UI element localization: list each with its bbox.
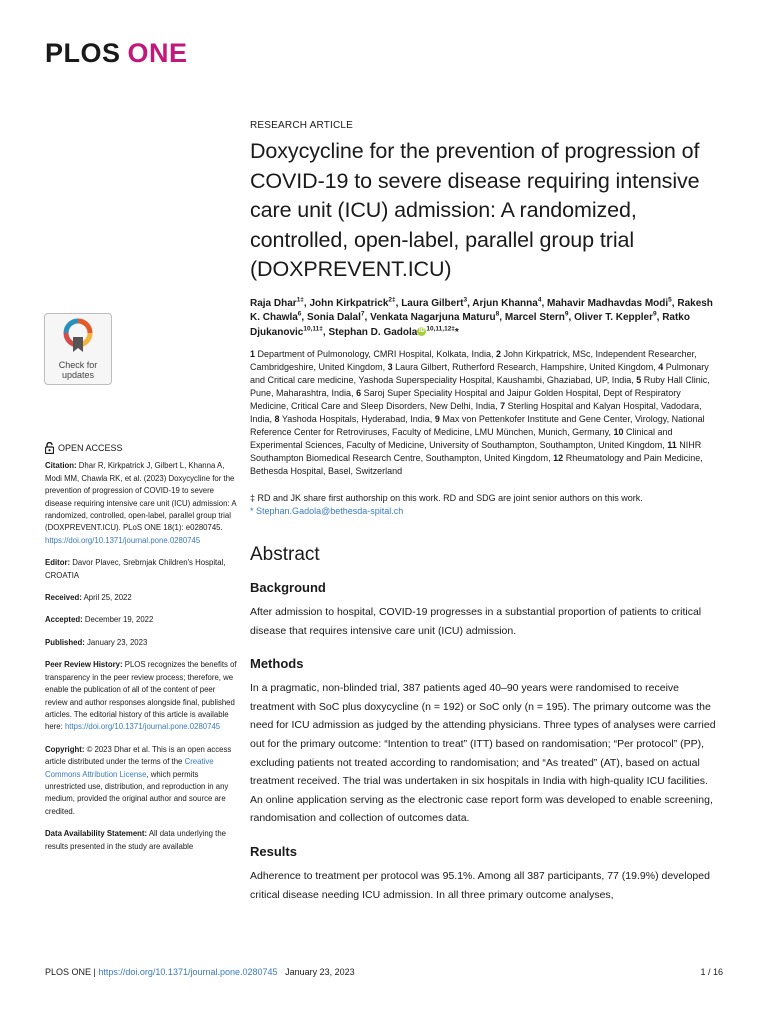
check-updates-label: [45, 360, 111, 380]
methods-text: In a pragmatic, non-blinded trial, 387 patients aged 40–90 years were randomised to receive treatment with SoC plus doxycycline (n = 192) or SoC only (n = 195). The primary outcome was the need for ICU admission as judged by the attending physicians. Three types of analyses were carried out for the primary outcome: “Intention to treat” (ITT) based on randomisation; “Per protocol” (PP), excluding patients not treated according to randomisation; and “As treated” (AT), based on actual treatment received. The trial was undertaken in six hospitals in India with high-quality ICU facilities. An online application serving as the electronic case report form was developed to enable screening, randomisation and collection of outcomes data.: [250, 682, 716, 825]
affiliation-text: Yashoda Hospitals, Hyderabad, India,: [279, 414, 435, 424]
results-text: Adherence to treatment per protocol was 95.1%. Among all 387 participants, 77 (19.9%) developed critical disease needing ICU admission. In all three primary outcome analyses,: [250, 869, 710, 901]
author-affiliation-marker: 4: [537, 296, 542, 304]
accepted-label: Accepted:: [45, 615, 83, 625]
citation-label: Citation:: [45, 461, 77, 471]
copyright-text-1: © 2023 Dhar et al. This is an open access article distributed under the terms of the: [45, 744, 232, 767]
background-text: After admission to hospital, COVID-19 progresses in a substantial proportion of patients to critical disease that requires intensive care unit (ICU) admission.: [250, 606, 702, 637]
author-name: Raja Dhar: [250, 297, 297, 309]
journal-logo[interactable]: [45, 38, 188, 69]
author-affiliation-marker: 10,11,12‡: [426, 325, 455, 333]
editor-label: Editor:: [45, 558, 71, 568]
abstract-heading: Abstract: [250, 544, 320, 565]
check-updates-line2: updates: [61, 370, 95, 380]
affiliation-number: 2: [495, 349, 501, 359]
editor-block: [45, 557, 240, 582]
affiliation-number: 5: [636, 375, 642, 385]
affiliation-text: Ruby Hall Clinic, Pune, Maharashtra, India,: [250, 375, 710, 398]
shared-authorship-note: [250, 492, 720, 505]
data-availability-block: [45, 828, 240, 853]
license-link[interactable]: Creative Commons Attribution License: [45, 757, 214, 779]
author-affiliation-marker: 2‡: [388, 296, 396, 304]
journal-name-part2: ONE: [127, 38, 188, 68]
affiliation-text: John Kirkpatrick, MSc, Independent Researcher, Cambridgeshire, United Kingdom,: [250, 349, 697, 372]
page-number: 1 / 16: [700, 967, 723, 977]
affiliation-number: 7: [500, 401, 506, 411]
main-column: [250, 120, 720, 920]
affiliation-number: 1: [250, 349, 256, 359]
published-date: January 23, 2023: [87, 637, 148, 647]
published-label: Published:: [45, 637, 85, 647]
author-affiliation-marker: 9: [564, 310, 569, 318]
author-affiliation-marker: 9: [653, 310, 657, 318]
author-name: Sonia Dalal: [306, 312, 361, 323]
footer-separator: |: [93, 967, 96, 977]
share-symbol: ‡: [250, 493, 256, 503]
received-block: [45, 592, 240, 604]
author-name: Arjun Khanna: [472, 297, 538, 309]
article-type: RESEARCH ARTICLE: [250, 120, 354, 131]
affiliation-text: Rheumatology and Pain Medicine, Bethesda Hospital, Basel, Switzerland: [250, 453, 703, 476]
affiliation-text: Sterling Hospital and Kalyan Hospital, Vadodara, India,: [250, 401, 702, 424]
editor-text: Davor Plavec, Srebrnjak Children's Hospital, CROATIA: [45, 558, 226, 580]
author-affiliation-marker: 10,11‡: [303, 325, 323, 333]
check-updates-line1: Check for: [58, 360, 98, 370]
affiliation-text: Laura Gilbert, Rutherford Research, Hampshire, United Kingdom,: [392, 362, 659, 372]
author-name: John Kirkpatrick: [309, 297, 389, 309]
accepted-block: [45, 614, 240, 626]
affiliation-number: 10: [613, 427, 624, 437]
open-lock-icon: [45, 442, 54, 454]
corr-symbol: *: [250, 506, 254, 516]
copyright-block: [45, 744, 240, 818]
corresponding-email-link[interactable]: Stephan.Gadola@bethesda-spital.ch: [256, 506, 404, 516]
published-block: [45, 637, 240, 649]
copyright-label: Copyright:: [45, 744, 85, 754]
author-affiliation-marker: 6: [297, 310, 302, 318]
sidebar: [45, 442, 240, 863]
copyright-text-2: , which permits unrestricted use, distribution, and reproduction in any medium, provided the original author and source are credited.: [45, 769, 229, 816]
affiliation-list: [250, 348, 720, 478]
data-availability-label: Data Availability Statement:: [45, 829, 148, 839]
check-for-updates-badge[interactable]: [44, 313, 112, 385]
footer-date: January 23, 2023: [285, 967, 355, 977]
affiliation-number: 8: [274, 414, 280, 424]
peer-review-label: Peer Review History:: [45, 660, 123, 670]
author-name: Ratko Djukanovic: [250, 312, 690, 338]
affiliation-number: 6: [356, 388, 362, 398]
affiliation-text: Pulmonary and Critical care medicine, Yashoda Superspeciality Hospital, Kaushambi, Ghaziabad, UP, India,: [250, 362, 709, 385]
orcid-icon[interactable]: iD: [418, 328, 425, 335]
affiliation-number: 4: [658, 362, 664, 372]
page-footer: [45, 967, 355, 977]
author-affiliation-marker: 5: [668, 296, 672, 304]
author-name: Oliver T. Keppler: [574, 312, 653, 323]
affiliation-text: Department of Pulmonology, CMRI Hospital, Kolkata, India,: [255, 349, 496, 359]
check-updates-icon: [63, 318, 93, 354]
received-date: April 25, 2022: [83, 593, 132, 603]
author-name: Laura Gilbert: [401, 297, 464, 309]
author-name: Mahavir Madhavdas Modi: [547, 297, 669, 309]
affiliation-number: 12: [553, 453, 564, 463]
author-list: Raja Dhar$^{1\ddagger}$, John Kirkpatrick$^{2\ddagger}$, Laura Gilbert$^3$, Arjun Khanna$^4$, Mahavir Madhavdas Modi$^5$, Rakesh K. Chawla$^6$, Sonia Dalal$^7$, Venkata Nagarjuna Maturu$^8$, Marcel Stern$^9$, Oliver T. Keppler$^9$, Ratko Djukanovic$^{10,11\ddagger}$, Stephan D. Gadola iD $^{10,11,12\ddagger}$*: [250, 296, 713, 338]
open-access-label: [45, 442, 240, 454]
methods-heading: Methods: [250, 656, 304, 672]
footer-doi-link[interactable]: https://doi.org/10.1371/journal.pone.0280745: [98, 967, 278, 977]
author-name: Stephan D. Gadola: [328, 326, 418, 338]
accepted-date: December 19, 2022: [84, 615, 154, 625]
peer-review-block: [45, 659, 240, 733]
background-heading: Background: [250, 580, 326, 595]
corresponding-marker: *: [454, 326, 459, 338]
affiliation-text: Max von Pettenkofer Institute and Gene Center, Virology, National Reference Center for Retroviruses, Faculty of Medicine, LMU München, Munich, Germany,: [250, 414, 705, 437]
author-name: Rakesh K. Chawla: [250, 297, 713, 323]
affiliation-number: 11: [667, 440, 677, 450]
journal-name-part1: PLOS: [45, 38, 121, 68]
article-title: Doxycycline for the prevention of progression of COVID-19 to severe disease requiring intensive care unit (ICU) admission: A randomized, controlled, open-label, parallel group trial (DOXPREVENT.ICU): [250, 139, 700, 281]
author-affiliation-marker: 7: [360, 310, 365, 318]
results-heading: Results: [250, 843, 297, 859]
affiliation-text: Clinical and Experimental Sciences, Faculty of Medicine, University of Southampton, Southampton, United Kingdom,: [250, 427, 673, 450]
footer-journal: PLOS ONE: [45, 967, 92, 977]
data-availability-text: All data underlying the results presented in the study are available: [45, 829, 227, 851]
share-text: RD and JK share first authorship on this work. RD and SDG are joint senior authors on this work.: [257, 493, 643, 503]
peer-review-link[interactable]: https://doi.org/10.1371/journal.pone.0280745: [64, 722, 221, 732]
affiliation-text: Saroj Super Speciality Hospital and Jaipur Golden Hospital, Dept of Respiratory Medicine, Critical Care and Sleep Disorders, New Delhi, India,: [250, 388, 681, 411]
corresponding-author-note: [250, 505, 720, 518]
affiliation-number: 3: [387, 362, 393, 372]
author-name: Venkata Nagarjuna Maturu: [370, 312, 496, 323]
citation-block: [45, 460, 240, 547]
citation-doi-link[interactable]: https://doi.org/10.1371/journal.pone.0280745: [45, 535, 201, 545]
author-affiliation-marker: 8: [495, 310, 500, 318]
author-affiliation-marker: 3: [463, 296, 468, 304]
citation-text: Dhar R, Kirkpatrick J, Gilbert L, Khanna A, Modi MM, Chawla RK, et al. (2023) Doxycycline for the prevention of progression of COVID-19 to severe disease requiring intensive care unit (ICU) admission: A randomized, controlled, open-label, parallel group trial (DOXPREVENT.ICU). PLoS ONE 18(1): e0280745.: [45, 461, 237, 533]
author-name: Marcel Stern: [504, 312, 565, 323]
author-affiliation-marker: 1‡: [296, 296, 304, 304]
affiliation-number: 9: [434, 414, 440, 424]
open-access-text: OPEN ACCESS: [58, 443, 123, 453]
peer-review-text: PLOS recognizes the benefits of transparency in the peer review process; therefore, we enable the publication of all of the content of peer review and author responses alongside final, published articles. The editorial history of this article is available here:: [45, 660, 237, 732]
affiliation-text: NIHR Southampton Biomedical Research Centre, Southampton, United Kingdom,: [250, 440, 702, 463]
received-label: Received:: [45, 593, 82, 603]
